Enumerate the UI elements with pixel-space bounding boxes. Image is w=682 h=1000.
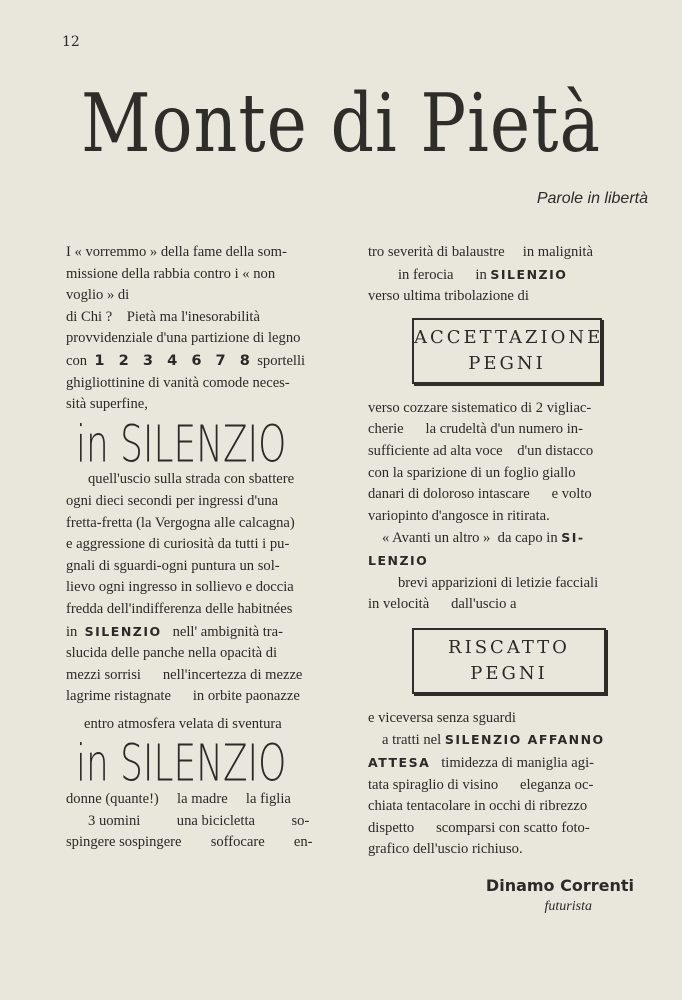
text-line: grafico dell'uscio richiuso. (368, 841, 523, 858)
text-line: quell'uscio sulla strada con sbattere (88, 471, 295, 488)
text-line: tata spiraglio di visino eleganza oc- (368, 776, 594, 793)
text-line: e viceversa senza sguardi (368, 709, 516, 726)
text-line: fredda dell'indifferenza delle habitnées (66, 600, 293, 617)
text-line: ogni dieci secondi per ingressi d'una (66, 492, 279, 509)
text-line: voglio » di (66, 287, 130, 304)
bold-word: ATTESA (368, 754, 431, 770)
text-line: chiata tentacolare in occhi di ribrezzo (368, 798, 588, 815)
text-line: ghigliottinine di vanità comode neces- (66, 374, 290, 391)
text-fragment: « Avanti un altro » da capo in (382, 530, 558, 547)
box-line: PEGNI (470, 662, 548, 684)
numbers-line (66, 350, 356, 373)
text-line: sufficiente ad alta voce d'un distacco (368, 442, 594, 459)
bold-word: SILENZIO (490, 266, 568, 282)
text-line: di Chi ? Pietà ma l'inesorabilità (66, 308, 260, 325)
text-line: verso ultima tribolazione di (368, 288, 529, 305)
accettazione-pegni-box (412, 318, 602, 384)
text-line: slucida delle panche nella opacità di (66, 645, 278, 662)
subtitle: Parole in libertà (536, 190, 648, 207)
page-title: Monte di Pietà (80, 78, 602, 172)
text-fragment: timidezza di maniglia agi- (441, 754, 594, 771)
text-line (368, 527, 654, 550)
author-note: futurista (544, 899, 592, 915)
text-fragment: sportelli (257, 352, 306, 369)
text-line: entro atmosfera velata di sventura (84, 715, 282, 732)
text-line (66, 621, 356, 644)
text-line: I « vorremmo » della fame della som- (66, 244, 287, 260)
box-line: RISCATTO (448, 636, 570, 658)
text-line (368, 729, 654, 752)
text-line: missione della rabbia contro i « non (66, 265, 276, 282)
text-line: sità superfine, (66, 396, 148, 413)
bold-word: SILENZIO AFFANNO (444, 732, 605, 748)
bold-word: SILENZIO (84, 623, 162, 639)
bold-word: LENZIO (368, 552, 429, 568)
large-silenzio-heading: in SILENZIO (76, 733, 287, 794)
text-line: brevi apparizioni di letizie facciali (398, 574, 599, 591)
text-line: fretta-fretta (la Vergogna alle calcagna) (66, 514, 295, 531)
text-line: dispetto scomparsi con scatto foto- (368, 819, 590, 836)
text-line: mezzi sorrisi nell'incertezza di mezze (66, 666, 303, 683)
text-line: danari di doloroso intascare e volto (368, 486, 592, 503)
text-fragment: con (66, 352, 88, 369)
text-line: verso cozzare sistematico di 2 vigliac- (368, 399, 592, 416)
text-line (368, 550, 654, 573)
text-line: donne (quante!) la madre la figlia (66, 791, 291, 808)
counter-numbers: 1 2 3 4 6 7 8 (94, 351, 250, 369)
text-line (368, 264, 654, 287)
text-line: cherie la crudeltà d'un numero in- (368, 421, 583, 438)
box-line: PEGNI (468, 352, 546, 374)
page-number: 12 (62, 34, 80, 50)
text-line: provvidenziale d'una partizione di legno (66, 330, 301, 347)
text-line: gnali di sguardi-ogni puntura un sol- (66, 557, 280, 574)
text-line: lievo ogni ingresso in sollievo e doccia (66, 579, 294, 596)
text-fragment: in ferocia in (398, 266, 487, 283)
text-line: lagrime ristagnate in orbite paonazze (66, 688, 300, 705)
text-line: 3 uomini una bicicletta so- (88, 812, 310, 829)
author-signature: Dinamo Correnti (485, 875, 634, 895)
text-line: variopinto d'angosce in ritirata. (368, 507, 550, 524)
left-column (66, 242, 356, 854)
riscatto-pegni-box (412, 628, 606, 694)
text-line (368, 752, 654, 775)
text-line: spingere sospingere soffocare en- (66, 834, 313, 851)
text-fragment: a tratti nel (382, 732, 442, 749)
large-silenzio-heading: in SILENZIO (76, 413, 287, 474)
right-column (368, 242, 654, 918)
text-line: tro severità di balaustre in malignità (368, 244, 593, 260)
bold-word: SI- (561, 530, 585, 546)
text-fragment: in (66, 623, 78, 640)
text-line: con la sparizione di un foglio giallo (368, 464, 576, 481)
text-line: in velocità dall'uscio a (368, 596, 517, 613)
box-line: ACCETTAZIONE (414, 326, 604, 348)
text-line: e aggressione di curiosità da tutti i pu- (66, 536, 290, 553)
text-fragment: nell' ambignità tra- (172, 623, 284, 640)
